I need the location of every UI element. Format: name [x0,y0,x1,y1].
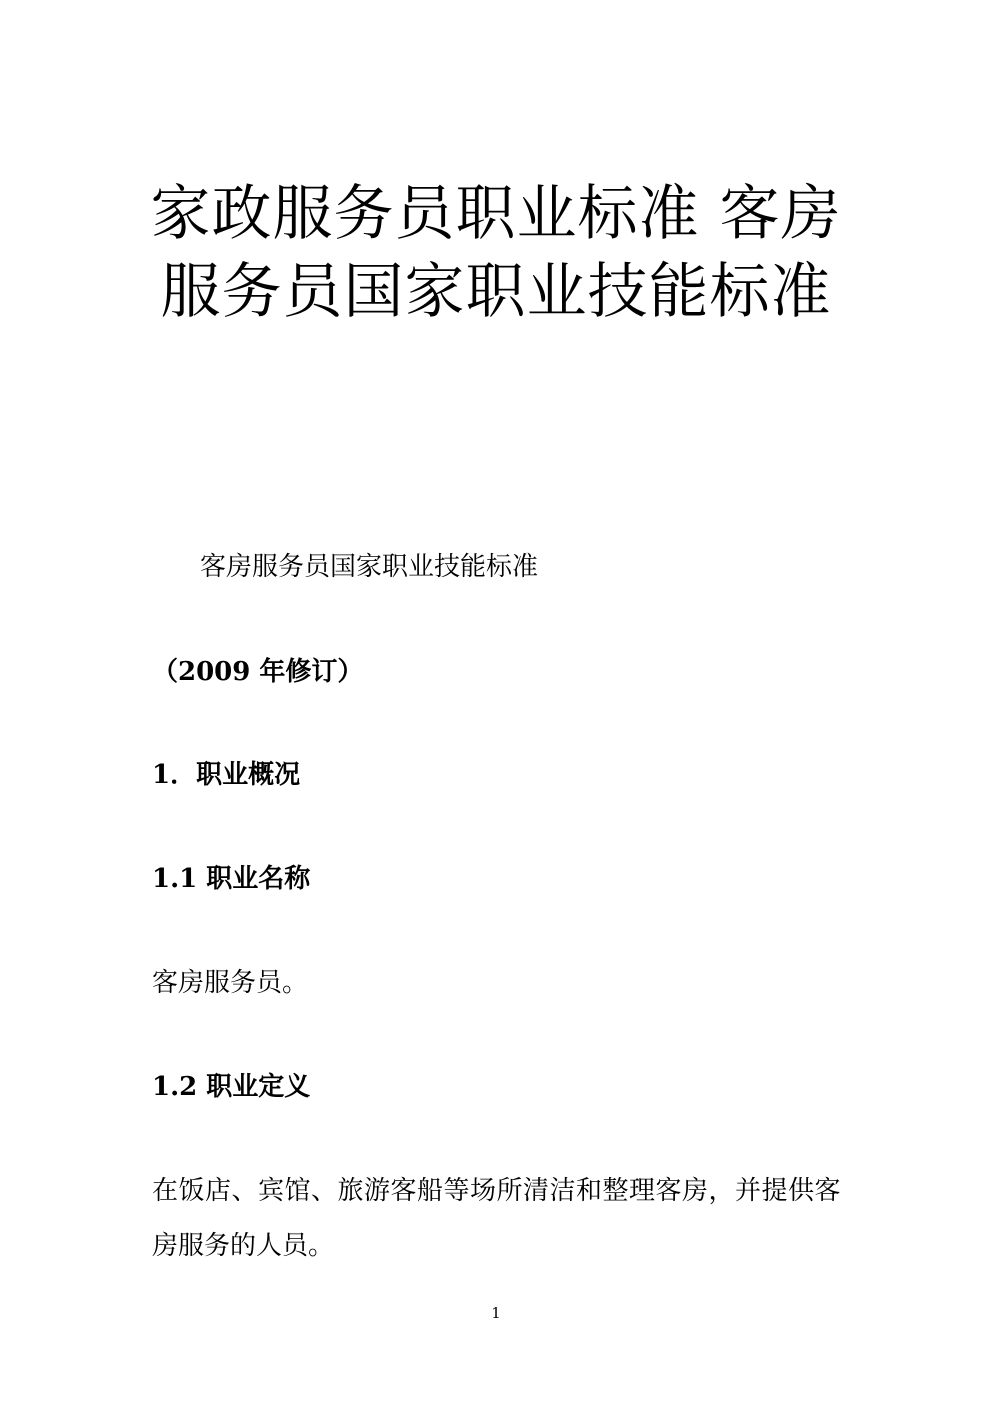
document-subtitle: 客房服务员国家职业技能标准 [200,552,539,582]
page-number: 1 [491,1304,501,1322]
section-1-heading: 1．职业概况 [152,760,301,790]
section-1-2-body-line-2: 房服务的人员。 [152,1231,335,1261]
document-title-line-1: 家政服务员职业标准 客房 [150,179,842,249]
section-1-2-heading: 1.2 职业定义 [152,1072,311,1102]
revision-note: （2009 年修订） [152,657,364,687]
section-1-1-body: 客房服务员。 [152,968,309,998]
section-1-2-body-line-1: 在饭店、宾馆、旅游客船等场所清洁和整理客房，并提供客 [152,1176,842,1206]
document-title-line-2: 服务员国家职业技能标准 [160,257,832,327]
section-1-1-heading: 1.1 职业名称 [152,864,311,894]
